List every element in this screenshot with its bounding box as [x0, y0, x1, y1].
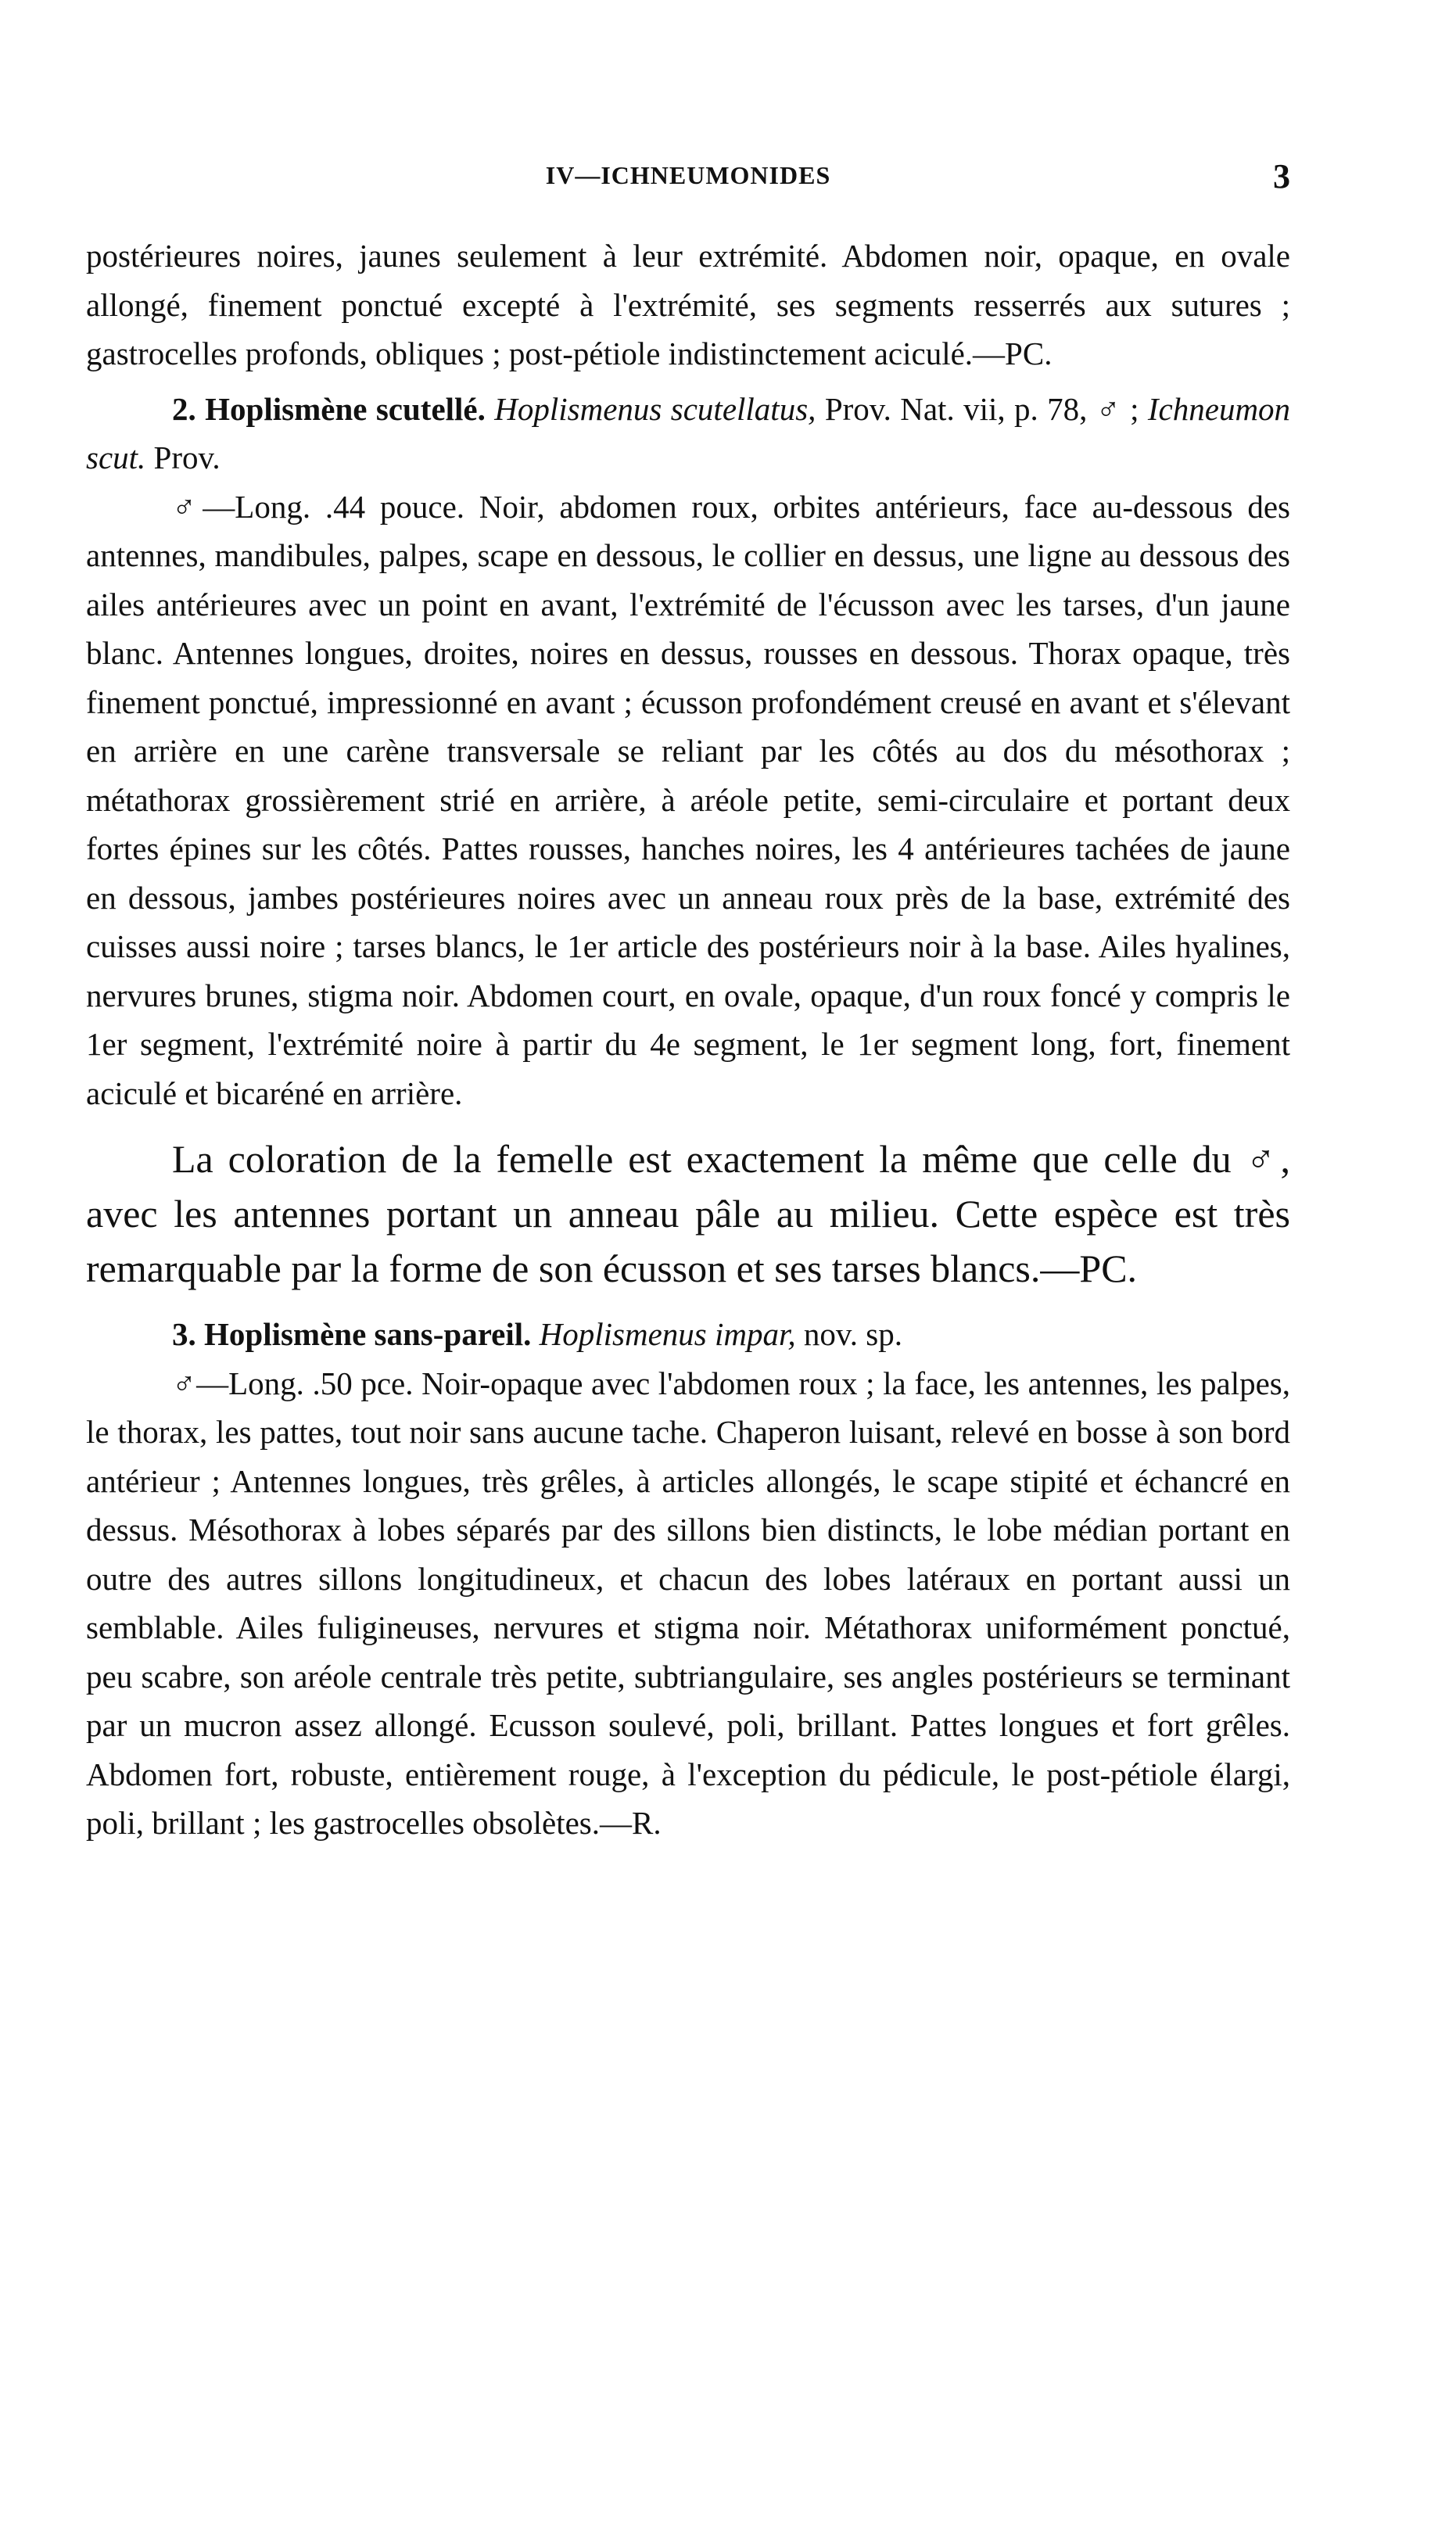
species-heading-impar: [86, 1310, 1290, 1359]
paragraph-impar-description: ♂—Long. .50 pce. Noir-opaque avec l'abdomen roux ; la face, les antennes, les palpes, le thorax, les pattes, tout noir sans aucune tache. Chaperon luisant, relevé en bosse à son bord antérieur ; Antennes longues, très grêles, à articles allongés, le scape stipité et échancré en dessus. Mésothorax à lobes séparés par des sillons bien distincts, le lobe médian portant en outre des autres sillons longitudineux, et chacun des lobes latéraux en portant aussi un semblable. Ailes fuligineuses, nervures et stigma noir. Métathorax uniformément ponctué, peu scabre, son aréole centrale très petite, subtriangulaire, ses angles postérieurs se terminant par un mucron assez allongé. Ecusson soulevé, poli, brillant. Pattes longues et fort grêles. Abdomen fort, robuste, entièrement rouge, à l'exception du pédicule, le post-pétiole élargi, poli, brillant ; les gastrocelles obsolètes.—R.: [86, 1365, 1290, 1841]
paragraph-continuation: postérieures noires, jaunes seulement à leur extrémité. Abdomen noir, opaque, en ovale allongé, finement ponctué excepté à l'extrémité, ses segments resserrés aux sutures ; gastrocelles profonds, obliques ; post-pétiole indistinctement aciculé.—PC.: [86, 238, 1290, 371]
running-title: IV—ICHNEUMONIDES: [545, 161, 831, 189]
species-heading-scutellatus: [86, 385, 1290, 482]
species-citation: nov. sp.: [803, 1316, 902, 1352]
species-synonym-author: Prov.: [153, 439, 221, 475]
species-synonym: Ichneumon scut.: [86, 390, 1291, 475]
species-name-french: Hoplismène scutellé.: [205, 390, 486, 427]
page-number: 3: [1273, 157, 1290, 195]
species-citation: Prov. Nat. vii, p. 78, ♂ ;: [824, 390, 1139, 427]
document-page: [86, 156, 1290, 1848]
species-name-latin: Hoplismenus impar,: [539, 1316, 796, 1352]
species-name-french: Hoplismène sans-pareil.: [204, 1316, 532, 1352]
species-number: 2.: [172, 390, 196, 427]
species-number: 3.: [172, 1316, 196, 1352]
paragraph-female-note: La coloration de la femelle est exactement la même que celle du ♂, avec les antennes portant un anneau pâle au milieu. Cette espèce est très remarquable par la forme de son écusson et ses tarses blancs.—PC.: [86, 1137, 1290, 1290]
running-head: [86, 156, 1290, 203]
species-name-latin: Hoplismenus scutellatus,: [494, 390, 816, 427]
paragraph-scutellatus-description: ♂—Long. .44 pouce. Noir, abdomen roux, orbites antérieurs, face au-dessous des antennes, mandibules, palpes, scape en dessous, le collier en dessus, une ligne au dessous des ailes antérieures avec un point en avant, l'extrémité de l'écusson avec les tarses, d'un jaune blanc. Antennes longues, droites, noires en dessus, rousses en dessous. Thorax opaque, très finement ponctué, impressionné en avant ; écusson profondément creusé en avant et s'élevant en arrière en une carène transversale se reliant par les côtés au dos du mésothorax ; métathorax grossièrement strié en arrière, à aréole petite, semi-circulaire et portant deux fortes épines sur les côtés. Pattes rousses, hanches noires, les 4 antérieures tachées de jaune en dessous, jambes postérieures noires avec un anneau roux près de la base, extrémité des cuisses aussi noire ; tarses blancs, le 1er article des postérieurs noir à la base. Ailes hyalines, nervures brunes, stigma noir. Abdomen court, en ovale, opaque, d'un roux foncé y compris le 1er segment, l'extrémité noire à partir du 4e segment, le 1er segment long, fort, finement aciculé et bicaréné en arrière.: [86, 488, 1290, 1111]
